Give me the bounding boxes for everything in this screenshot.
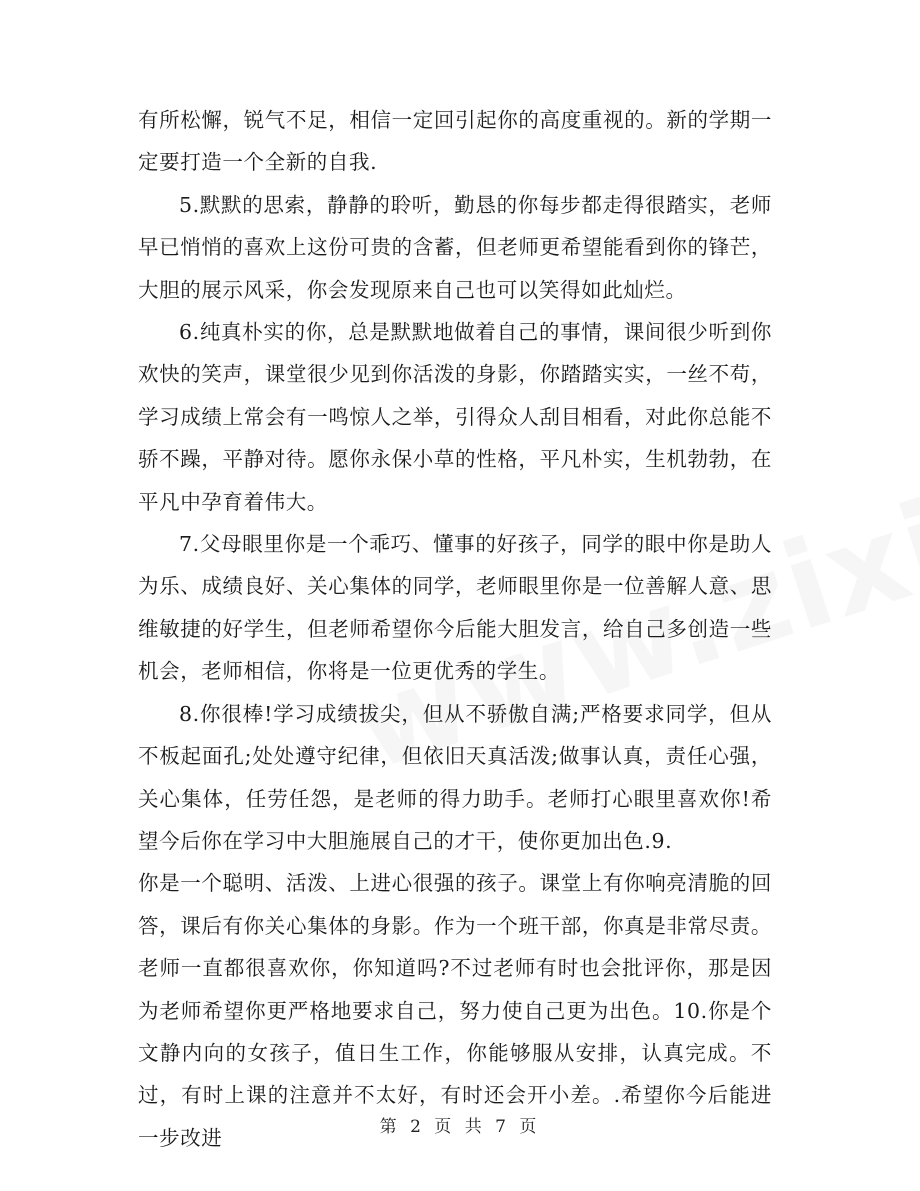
- paragraph-2: 5.默默的思索，静静的聆听，勤恳的你每步都走得很踏实，老师早已悄悄的喜欢上这份可贵的含蓄，但老师更希望能看到你的锋芒，大胆的展示风采，你会发现原来自己也可以笑得如此灿烂。: [138, 192, 772, 302]
- paragraph-3: 6.纯真朴实的你，总是默默地做着自己的事情，课间很少听到你欢快的笑声，课堂很少见到你活泼的身影，你踏踏实实，一丝不苟，学习成绩上常会有一鸣惊人之举，引得众人刮目相看，对此你总能不骄不躁，平静对待。愿你永保小草的性格，平凡朴实，生机勃勃，在平凡中孕育着伟大。: [138, 320, 772, 514]
- paragraph-5: 8.你很棒!学习成绩拔尖，但从不骄傲自满;严格要求同学，但从不板起面孔;处处遵守纪律，但依旧天真活泼;做事认真，责任心强，关心集体，任劳任怨，是老师的得力助手。老师打心眼里喜欢你!希望今后你在学习中大胆施展自己的才干，使你更加出色.9.: [138, 701, 772, 853]
- paragraph-6: 你是一个聪明、活泼、上进心很强的孩子。课堂上有你响亮清脆的回答，课后有你关心集体的身影。作为一个班干部，你真是非常尽责。老师一直都很喜欢你，你知道吗?不过老师有时也会批评你，那是因为老师希望你更严格地要求自己，努力使自己更为出色。10.你是个文静内向的女孩子，值日生工作，你能够服从安排，认真完成。不过，有时上课的注意并不太好，有时还会开小差。.希望你今后能进一步改进: [138, 871, 772, 1150]
- page-number-footer: 第 2 页 共 7 页: [379, 1117, 541, 1137]
- paragraph-1: 有所松懈，锐气不足，相信一定回引起你的高度重视的。新的学期一定要打造一个全新的自我.: [138, 108, 772, 175]
- paragraph-4: 7.父母眼里你是一个乖巧、懂事的好孩子，同学的眼中你是助人为乐、成绩良好、关心集体的同学，老师眼里你是一位善解人意、思维敏捷的好学生，但老师希望你今后能大胆发言，给自己多创造一些机会，老师相信，你将是一位更优秀的学生。: [138, 532, 772, 684]
- document-body: [138, 99, 772, 1159]
